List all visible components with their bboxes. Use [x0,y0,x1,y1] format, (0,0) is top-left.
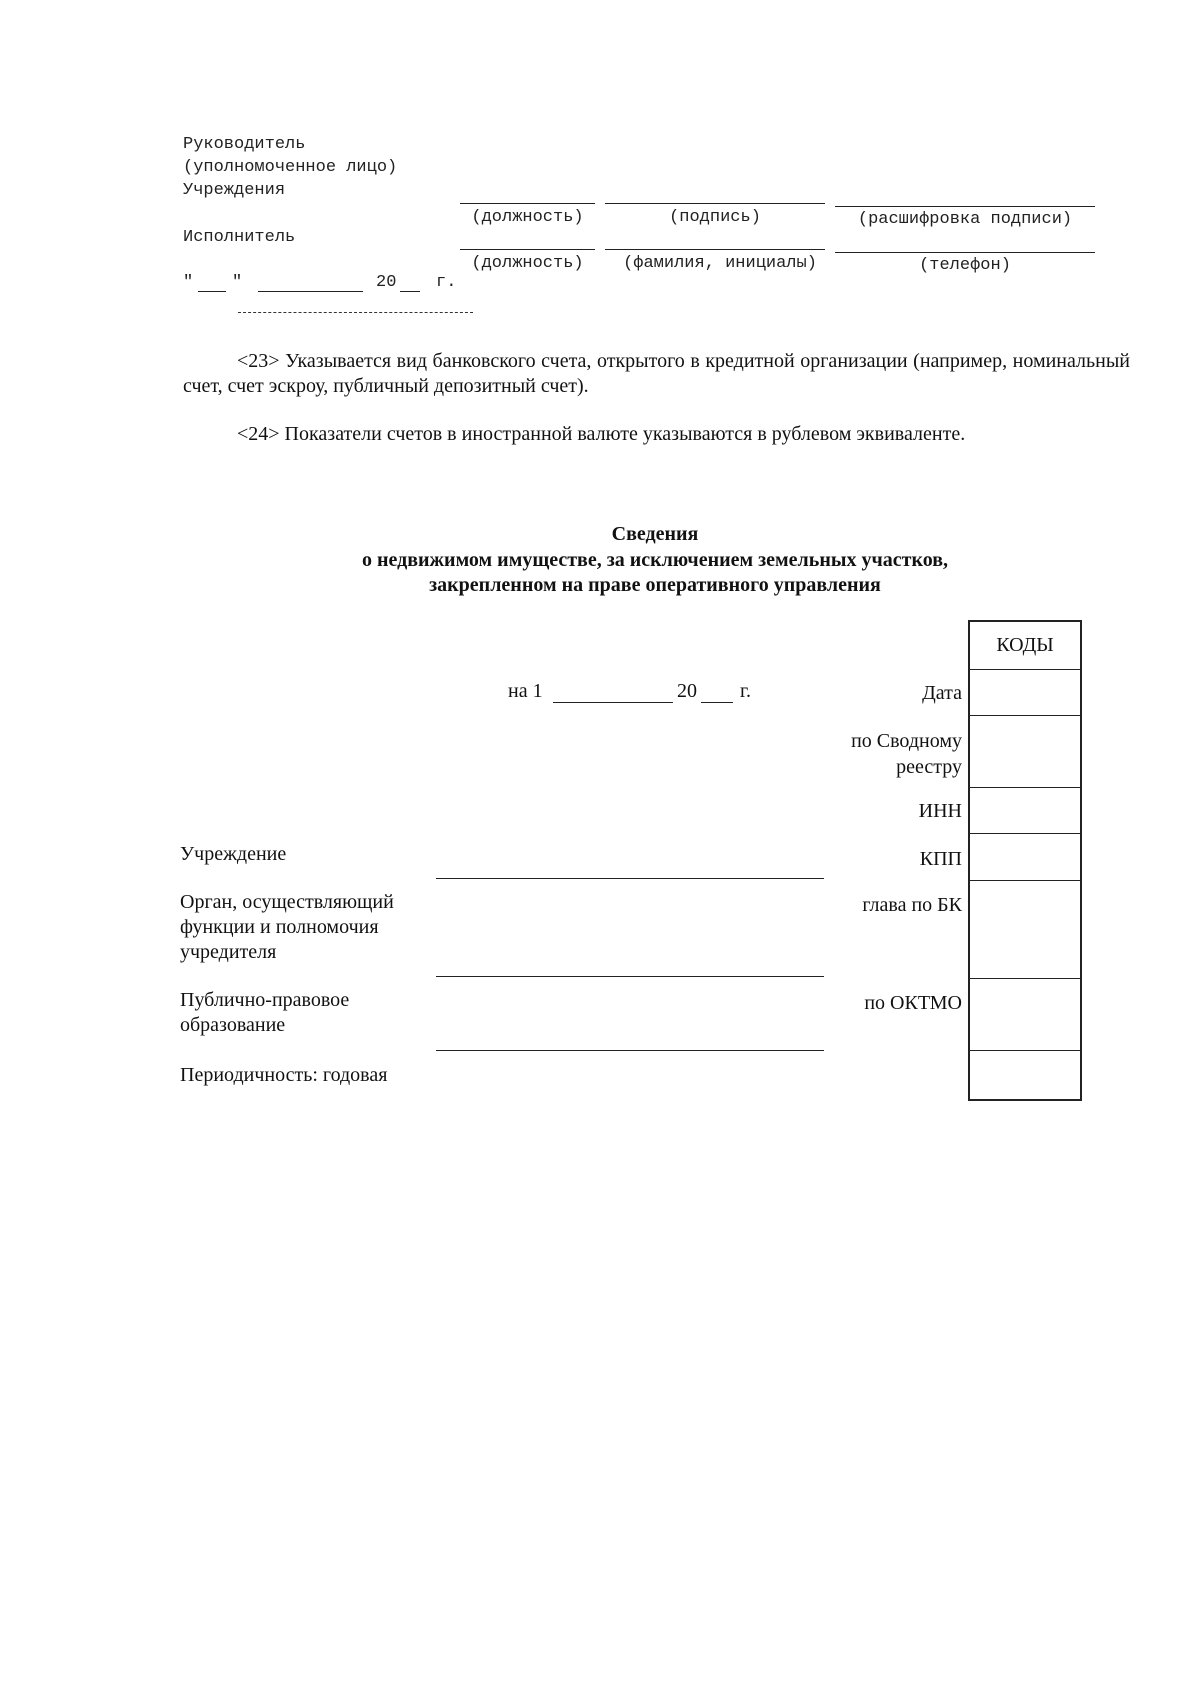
report-date-year-line [701,702,733,703]
label-registry-line2: реестру [896,756,962,778]
field-institution-line[interactable] [436,878,824,879]
label-kpp: КПП [919,848,962,870]
code-cell-date[interactable] [970,669,1080,715]
caption-name: (фамилия, инициалы) [623,254,817,273]
field-founder-line2: функции и полномочия [180,916,379,938]
field-founder-line1: Орган, осуществляющий [180,891,394,913]
field-public-line2: образование [180,1014,286,1036]
name-line [605,249,825,250]
code-cell-kpp[interactable] [970,833,1080,880]
form-title-line1: Сведения [611,523,699,545]
field-periodicity-label: Периодичность: годовая [180,1064,388,1086]
report-date-month-line [553,702,673,703]
position-line [460,203,595,204]
date-suffix: г. [436,273,457,292]
caption-phone: (телефон) [919,256,1011,275]
field-founder-line[interactable] [436,976,824,977]
footnote-23: <23> Указывается вид банковского счета, открытого в кредитной организации (например, номинальный счет, счет эскроу, публичный депозитный счет). [183,350,1130,397]
field-public-line[interactable] [436,1050,824,1051]
footnote-24: <24> Показатели счетов в иностранной валюте указываются в рублевом эквиваленте. [237,423,966,445]
report-date-prefix: на 1 [508,680,543,702]
date-day-line [198,291,226,292]
date-year: 20 [376,273,397,292]
label-oktmo: по ОКТМО [864,992,962,1014]
code-cell-bk[interactable] [970,880,1080,978]
label-registry-line1: по Сводному [851,730,962,752]
head-label-line1: Руководитель [183,135,306,154]
date-year-line [400,291,420,292]
label-bk: глава по БК [862,894,962,916]
code-cell-inn[interactable] [970,787,1080,833]
report-date-year: 20 [677,680,697,702]
field-founder-line3: учредителя [180,941,277,963]
date-quote-close: " [232,273,243,292]
caption-signature: (подпись) [669,208,761,227]
label-inn: ИНН [918,800,962,822]
caption-position-2: (должность) [471,254,584,273]
date-quote-open: " [183,273,194,292]
signature-line [605,203,825,204]
caption-position: (должность) [471,208,584,227]
codes-header: КОДЫ [996,634,1054,656]
form-title-line2: о недвижимом имуществе, за исключением земельных участков, [361,549,949,571]
code-cell-periodicity[interactable] [970,1050,1080,1101]
code-cell-oktmo[interactable] [970,978,1080,1050]
head-label-line2: (уполномоченное лицо) [183,158,398,177]
field-institution-label: Учреждение [180,843,287,865]
codes-table [968,620,1082,1101]
decoding-line [835,206,1095,207]
head-label-line3: Учреждения [183,181,286,200]
position-line-2 [460,249,595,250]
form-title-line3: закрепленном на праве оперативного управления [429,574,881,596]
executor-label: Исполнитель [183,228,296,247]
report-date-suffix: г. [740,680,751,702]
phone-line [835,252,1095,253]
caption-decoding: (расшифровка подписи) [857,210,1073,229]
field-founder-label [180,890,394,965]
field-public-line1: Публично-правовое [180,989,350,1011]
label-date: Дата [922,682,962,704]
footnote-separator [238,312,473,313]
field-public-label [180,988,349,1038]
code-cell-registry[interactable] [970,715,1080,787]
date-month-line [258,291,363,292]
